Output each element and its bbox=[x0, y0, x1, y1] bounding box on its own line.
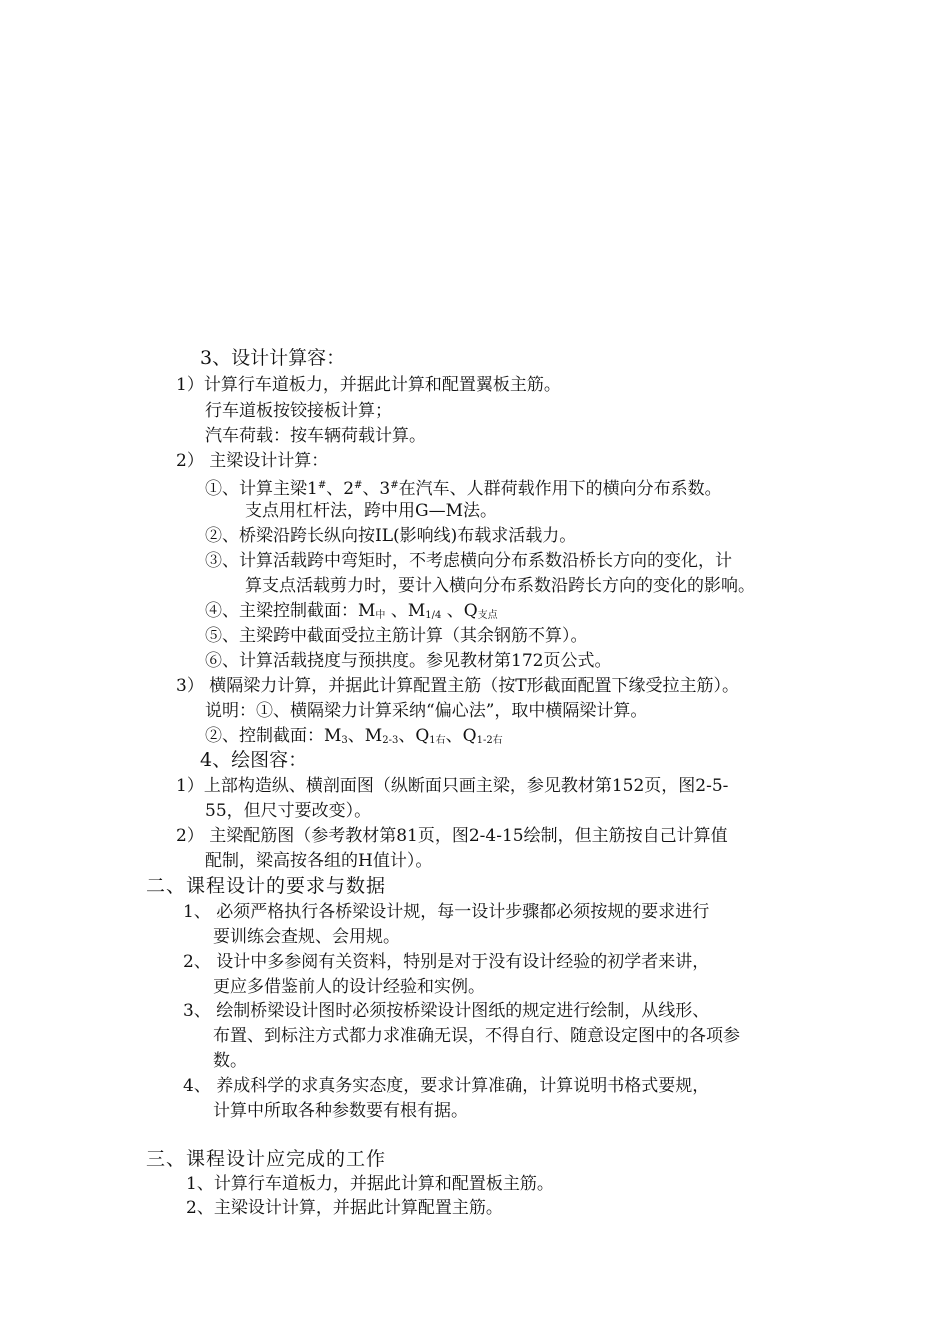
item-3-line-1: 3） 横隔梁力计算，并据此计算配置主筋（按T形截面配置下缘受拉主筋）。 bbox=[176, 676, 740, 696]
section-three-heading: 三、课程设计应完成的工作 bbox=[146, 1148, 387, 1170]
drawing-2-line-2: 配制，梁高按各组的H值计）。 bbox=[205, 851, 433, 871]
item-2-3-line-1: ③、计算活载跨中弯矩时，不考虑横向分布系数沿桥长方向的变化，计 bbox=[205, 551, 732, 571]
work-1: 1、计算行车道板力，并据此计算和配置板主筋。 bbox=[186, 1174, 554, 1194]
item-2-2: ②、桥梁沿跨长纵向按IL(影响线)布载求活载力。 bbox=[205, 526, 577, 546]
section-two-heading: 二、课程设计的要求与数据 bbox=[146, 875, 387, 897]
item-3-line-3: ②、控制截面：$M_3$、$M_{2-3}$、$Q_{1右}$、$Q_{1-2右}$ bbox=[205, 726, 503, 746]
section-4-title: 4、绘图容： bbox=[200, 749, 308, 771]
item-2-4: ④、主梁控制截面：$M_中$ 、$M_{1/4}$ 、$Q_{支点}$ bbox=[205, 601, 498, 621]
item-1-line-2: 行车道板按铰接板计算； bbox=[205, 401, 392, 421]
drawing-1-line-2: 55，但尺寸要改变）。 bbox=[205, 801, 372, 821]
item-2-5: ⑤、主梁跨中截面受拉主筋计算（其余钢筋不算）。 bbox=[205, 626, 588, 646]
req-3-line-3: 数。 bbox=[213, 1051, 247, 1071]
item-2-3-line-2: 算支点活载剪力时，要计入横向分布系数沿跨长方向的变化的影响。 bbox=[245, 576, 755, 596]
drawing-1-line-1: 1）上部构造纵、横剖面图（纵断面只画主梁，参见教材第152页，图2-5- bbox=[176, 776, 729, 796]
item-2-1-line-1: ①、计算主梁1#、2#、3#在汽车、人群荷载作用下的横向分布系数。 bbox=[205, 479, 722, 499]
req-4-line-1: 4、 养成科学的求真务实态度，要求计算准确，计算说明书格式要规， bbox=[183, 1076, 710, 1096]
req-1-line-2: 要训练会查规、会用规。 bbox=[213, 927, 400, 947]
item-3-line-2: 说明：①、横隔梁力计算采纳“偏心法”，取中横隔梁计算。 bbox=[205, 701, 648, 721]
item-2-6: ⑥、计算活载挠度与预拱度。参见教材第172页公式。 bbox=[205, 651, 612, 671]
req-2-line-2: 更应多借鉴前人的设计经验和实例。 bbox=[213, 977, 485, 997]
section-3-title: 3、设计计算容： bbox=[200, 347, 346, 369]
req-4-line-2: 计算中所取各种参数要有根有据。 bbox=[213, 1101, 468, 1121]
item-1-line-1: 1）计算行车道板力，并据此计算和配置翼板主筋。 bbox=[176, 375, 561, 395]
req-1-line-1: 1、 必须严格执行各桥梁设计规，每一设计步骤都必须按规的要求进行 bbox=[183, 902, 710, 922]
item-2-1-line-2: 支点用杠杆法，跨中用G—M法。 bbox=[245, 501, 497, 521]
req-2-line-1: 2、 设计中多参阅有关资料，特别是对于没有设计经验的初学者来讲， bbox=[183, 952, 710, 972]
item-1-line-3: 汽车荷载：按车辆荷载计算。 bbox=[205, 426, 426, 446]
drawing-2-line-1: 2） 主梁配筋图（参考教材第81页，图2-4-15绘制，但主筋按自己计算值 bbox=[176, 826, 728, 846]
work-2: 2、主梁设计计算，并据此计算配置主筋。 bbox=[186, 1198, 503, 1218]
req-3-line-2: 布置、到标注方式都力求准确无误，不得自行、随意设定图中的各项参 bbox=[213, 1026, 740, 1046]
item-2-title: 2） 主梁设计计算： bbox=[176, 451, 329, 471]
req-3-line-1: 3、 绘制桥梁设计图时必须按桥梁设计图纸的规定进行绘制，从线形、 bbox=[183, 1001, 710, 1021]
